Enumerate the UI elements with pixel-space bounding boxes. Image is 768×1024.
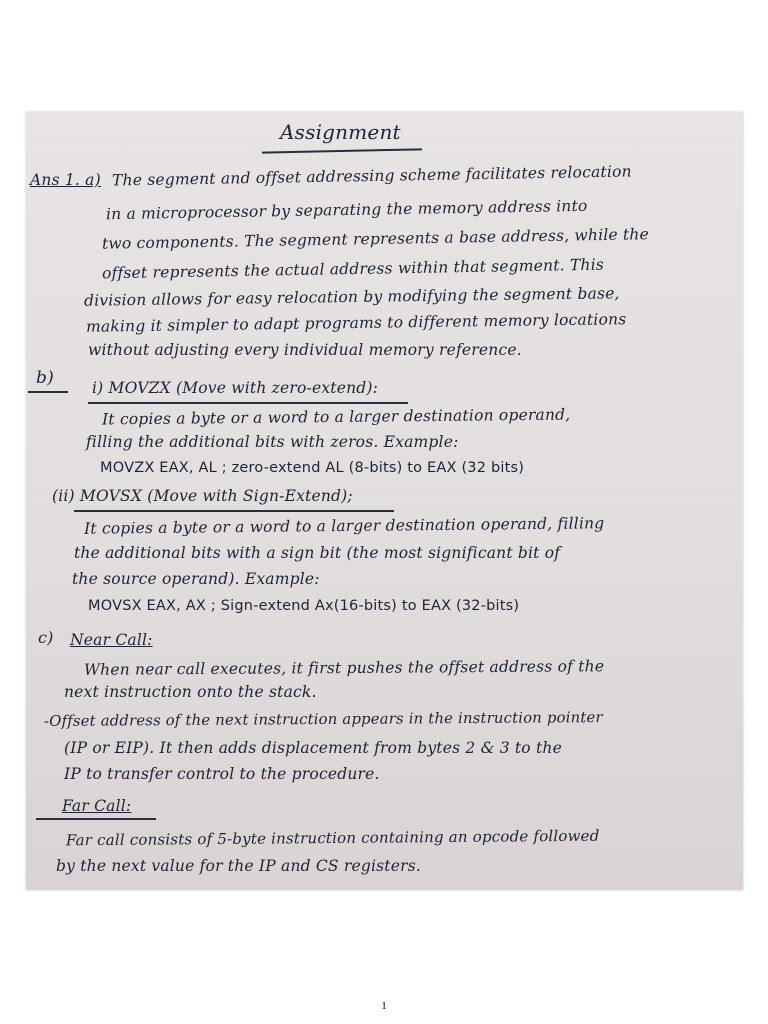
- handwritten-page: [26, 112, 743, 890]
- part-a-line-6: making it simpler to adapt programs to different memory locations: [85, 310, 627, 336]
- title-underline: [262, 148, 422, 153]
- part-a-line-1: The segment and offset addressing scheme facilitates relocation: [111, 162, 632, 190]
- movzx-example: MOVZX EAX, AL ; zero-extend AL (8-bits) to EAX (32 bits): [100, 460, 525, 476]
- far-call-underline: [36, 818, 156, 820]
- part-a-line-3: two components. The segment represents a base address, while the: [101, 225, 650, 253]
- movzx-heading-underline: [88, 402, 408, 404]
- movsx-line-1: It copies a byte or a word to a larger destination operand, filling: [83, 514, 605, 538]
- part-b-underline: [28, 391, 68, 393]
- page-title: Assignment: [280, 120, 401, 144]
- near-call-line-4: (IP or EIP). It then adds displacement from bytes 2 & 3 to the: [64, 739, 562, 757]
- near-call-line-2: next instruction onto the stack.: [64, 683, 317, 701]
- far-call-line-1: Far call consists of 5-byte instruction containing an opcode followed: [65, 826, 600, 850]
- part-a-line-2: in a microprocessor by separating the memory address into: [105, 196, 588, 224]
- answer-label: Ans 1. a): [30, 171, 101, 189]
- part-c-label: c): [38, 628, 54, 647]
- movsx-heading-underline: [74, 510, 394, 512]
- movsx-example: MOVSX EAX, AX ; Sign-extend Ax(16-bits) to EAX (32-bits): [88, 598, 520, 614]
- movzx-heading: i) MOVZX (Move with zero-extend):: [92, 379, 379, 397]
- part-b-label: b): [36, 368, 54, 388]
- movzx-line-1: It copies a byte or a word to a larger destination operand,: [101, 405, 571, 429]
- far-call-line-2: by the next value for the IP and CS registers.: [56, 857, 421, 875]
- part-a-line-5: division allows for easy relocation by modifying the segment base,: [83, 284, 620, 310]
- movzx-line-2: filling the additional bits with zeros. Example:: [86, 433, 459, 451]
- movsx-line-3: the source operand). Example:: [72, 570, 320, 588]
- far-call-heading: Far Call:: [62, 797, 132, 815]
- page-number: 1: [381, 1000, 387, 1012]
- near-call-line-1: When near call executes, it first pushes the offset address of the: [83, 657, 605, 679]
- part-a-line-4: offset represents the actual address within that segment. This: [101, 255, 605, 283]
- near-call-heading: Near Call:: [70, 631, 153, 649]
- movsx-heading: (ii) MOVSX (Move with Sign-Extend);: [52, 487, 353, 505]
- near-call-line-3: -Offset address of the next instruction appears in the instruction pointer: [43, 709, 603, 730]
- movsx-line-2: the additional bits with a sign bit (the most significant bit of: [74, 544, 561, 562]
- part-a-line-7: without adjusting every individual memory reference.: [88, 341, 522, 359]
- near-call-line-5: IP to transfer control to the procedure.: [64, 765, 380, 783]
